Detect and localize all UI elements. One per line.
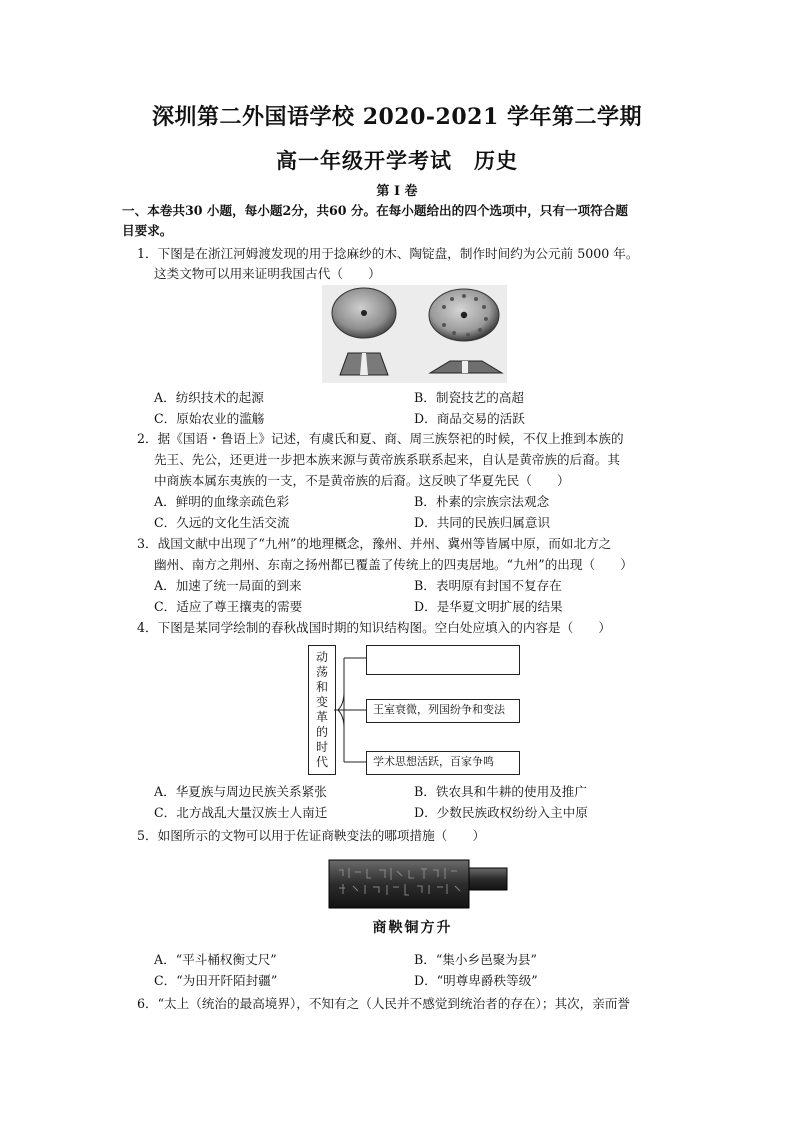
- q1-option-b: B．制瓷技艺的高超: [414, 390, 525, 405]
- q1-stem-line2: 这类文物可以用来证明我国古代（ ）: [154, 266, 381, 281]
- section-instruction-line2: 目要求。: [122, 223, 173, 238]
- q2-stem-line2: 先王、先公，还更进一步把本族来源与黄帝族系联系起来，自认是黄帝族的后裔。其: [154, 452, 620, 467]
- q2-option-a: A．鲜明的血缘亲疏色彩: [154, 494, 290, 509]
- q3-option-c: C．适应了尊王攘夷的需要: [154, 599, 303, 614]
- q2-option-c: C．久远的文化生活交流: [154, 515, 290, 530]
- q1-option-a: A．纺织技术的起源: [154, 390, 264, 405]
- spindle-whorl-figure: [322, 285, 507, 383]
- diagram-root-label: 动 荡 和 变 革 的 时 代: [315, 650, 328, 769]
- q4-option-b: B．铁农具和牛耕的使用及推广: [414, 784, 587, 799]
- q4-option-d: D．少数民族政权纷纷入主中原: [414, 805, 588, 820]
- bronze-measure-caption: 商鞅铜方升: [372, 920, 453, 936]
- spindle-whorl-image: [322, 285, 507, 383]
- q4-option-a: A．华夏族与周边民族关系紧张: [154, 784, 327, 799]
- q2-option-d: D．共同的民族归属意识: [414, 515, 551, 530]
- q6-stem-line1: 6．“太上（统治的最高境界），不知有之（人民并不感觉到统治者的存在）；其次，亲而誉: [137, 996, 631, 1011]
- diagram-root-box: [308, 645, 336, 775]
- q3-option-d: D．是华夏文明扩展的结果: [414, 599, 563, 614]
- q3-stem-line2: 幽州、南方之荆州、东南之扬州都已覆盖了传统上的四夷居地。“九州”的出现（ ）: [154, 557, 633, 572]
- q3-option-a: A．加速了统一局面的到来: [154, 578, 302, 593]
- q4-option-c: C．北方战乱大量汉族士人南迁: [154, 805, 328, 820]
- bronze-measure-figure: [325, 852, 510, 914]
- q5-option-d: D．“明尊卑爵秩等级”: [414, 973, 538, 988]
- q3-option-b: B．表明原有封国不复存在: [414, 578, 562, 593]
- q1-option-c: C．原始农业的滥觞: [154, 411, 265, 426]
- diagram-item-hundred-schools: 学术思想活跃，百家争鸣: [366, 751, 520, 775]
- diagram-blank-slot: [366, 645, 520, 675]
- q4-stem-line1: 4．下图是某同学绘制的春秋战国时期的知识结构图。空白处应填入的内容是（ ）: [137, 620, 611, 635]
- q1-stem-line1: 1．下图是在浙江河姆渡发现的用于捻麻纱的木、陶锭盘，制作时间约为公元前 5000 年。: [137, 246, 639, 261]
- exam-title: 深圳第二外国语学校 2020-2021 学年第二学期: [152, 104, 642, 130]
- q2-stem-line3: 中商族本属东夷族的一支，不是黄帝族的后裔。这反映了华夏先民（ ）: [154, 473, 570, 488]
- volume-label: 第 I 卷: [376, 184, 418, 199]
- q2-option-b: B．朴素的宗族宗法观念: [414, 494, 550, 509]
- diagram-item-royal-decline: 王室衰微，列国纷争和变法: [366, 699, 520, 723]
- exam-subtitle: 高一年级开学考试 历史: [276, 148, 518, 173]
- q3-stem-line1: 3．战国文献中出现了“九州”的地理概念，豫州、并州、冀州等皆属中原，而如北方之: [137, 536, 612, 551]
- q2-stem-line1: 2．据《国语・鲁语上》记述，有虞氏和夏、商、周三族祭祀的时候，不仅上推到本族的: [137, 431, 624, 446]
- diagram-brace: [334, 652, 368, 772]
- q5-option-a: A．“平斗桶权衡丈尺”: [154, 952, 277, 967]
- q1-option-d: D．商品交易的活跃: [414, 411, 525, 426]
- section-instruction-line1: 一、本卷共30 小题，每小题2分，共60 分。在每小题给出的四个选项中，只有一项符合题: [122, 203, 628, 218]
- q5-stem-line1: 5．如图所示的文物可以用于佐证商鞅变法的哪项措施（ ）: [137, 828, 486, 843]
- q5-option-b: B．“集小乡邑聚为县”: [414, 952, 537, 967]
- q5-option-c: C．“为田开阡陌封疆”: [154, 973, 278, 988]
